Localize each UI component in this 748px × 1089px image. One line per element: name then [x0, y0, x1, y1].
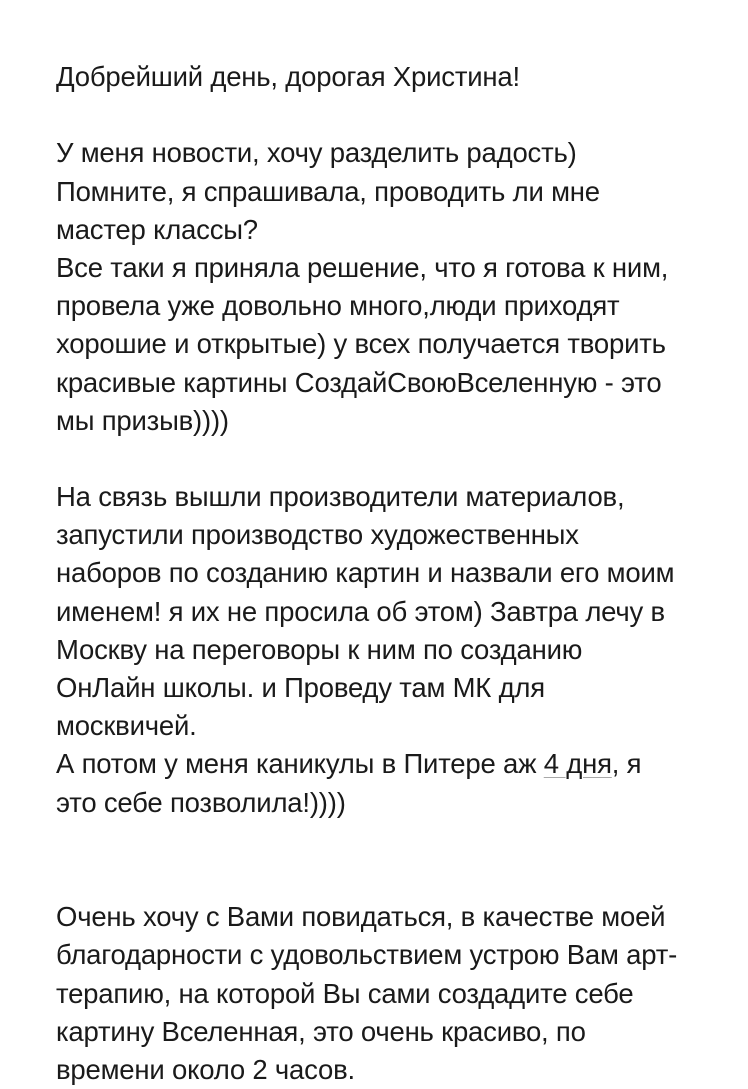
text-fragment: , я — [611, 748, 642, 780]
text-line: красивые картины СоздайСвоюВселенную - это — [56, 366, 662, 398]
text-line: запустили производство художественных — [56, 519, 579, 551]
text-line: мы призыв)))) — [56, 404, 229, 436]
paragraph-gap — [56, 822, 720, 898]
text-line: благодарности с удовольствием устрою Вам арт- — [56, 939, 678, 971]
message-body — [56, 58, 720, 1089]
text-line: именем! я их не просила об этом) Завтра лечу в — [56, 595, 665, 627]
text-line: картину Вселенная, это очень красиво, по — [56, 1015, 586, 1047]
text-line: Все таки я приняла решение, что я готова к ним, — [56, 251, 669, 283]
text-line: На связь вышли производители материалов, — [56, 481, 625, 513]
paragraph-invitation — [56, 898, 720, 1089]
greeting: Добрейший день, дорогая Христина! — [56, 61, 520, 92]
text-line: терапию, на которой Вы сами создадите себе — [56, 977, 634, 1009]
text-fragment: А потом у меня каникулы в Питере аж — [56, 748, 544, 780]
text-line: У меня новости, хочу разделить радость) — [56, 137, 577, 169]
text-line: времени около 2 часов. — [56, 1053, 355, 1085]
text-line: наборов по созданию картин и назвали его моим — [56, 557, 675, 589]
text-line: хорошие и открытые) у всех получается творить — [56, 328, 666, 360]
text-line: Помните, я спрашивала, проводить ли мне — [56, 175, 600, 207]
text-line-with-link — [56, 745, 720, 783]
paragraph-materials — [56, 478, 720, 822]
text-line: мастер классы? — [56, 213, 258, 245]
text-line: Москву на переговоры к ним по созданию — [56, 633, 583, 665]
text-line: москвичей. — [56, 710, 197, 742]
paragraph-gap — [56, 96, 720, 134]
date-link[interactable]: 4 дня — [543, 748, 612, 780]
paragraph-gap — [56, 440, 720, 478]
paragraph-news — [56, 134, 720, 440]
text-line: провела уже довольно много,люди приходят — [56, 290, 620, 322]
text-line: Очень хочу с Вами повидаться, в качестве моей — [56, 901, 666, 933]
text-line: это себе позволила!)))) — [56, 786, 346, 818]
text-line: ОнЛайн школы. и Проведу там МК для — [56, 672, 545, 703]
